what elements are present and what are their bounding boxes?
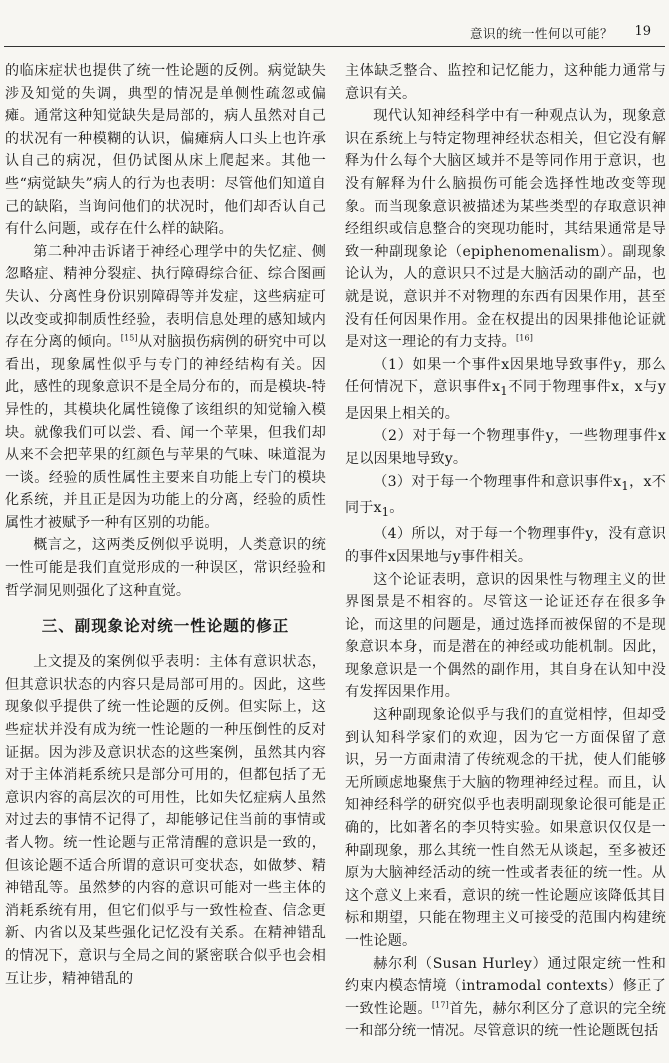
- paragraph: [5, 241, 326, 535]
- paragraph-text: 第二种冲击诉诸于神经心理学中的失忆症、侧忽略症、精神分裂症、执行障碍综合征、综合图画失认、分离性身份识别障碍等并发症，这些病症可以改变或抑制质性经验，表明信息处理的感知域内存在分离的倾向。: [5, 243, 326, 351]
- paragraph: [345, 105, 666, 354]
- paragraph: 主体缺乏整合、监控和记忆能力，这种能力通常与意识有关。: [345, 63, 666, 102]
- left-column: [5, 60, 326, 990]
- citation[interactable]: [17]: [431, 1000, 449, 1010]
- header-rule: [4, 46, 665, 47]
- subscript: 1: [381, 504, 390, 519]
- paragraph: 上文提及的案例似乎表明：主体有意识状态，但其意识状态的内容只是局部可用的。因此，这些现象似乎提供了统一性论题的反例。但实际上，这些症状并没有成为统一性论题的一种压倒性的反对证据。因为涉及意识状态的这些案例，虽然其内容对于主体消耗系统只是部分可用的，但都包括了无意识内容的高层次的可用性，比如失忆症病人虽然对过去的事情不记得了，却能够记住当前的事情或者人物。统一性论题与正常清醒的意识是一致的，但该论题不适合所谓的意识可变状态，如做梦、精神错乱等。虽然梦的内容的意识可能对一些主体的消耗系统有用，但它们似乎与一致性检查、信念更新、内省以及某些强化记忆没有关系。在精神错乱的情况下，意识与全局之间的紧密联合似乎也会相互让步，精神错乱的: [5, 654, 326, 987]
- argument-item: （2）对于每一个物理事件y，一些物理事件x足以因果地导致y。: [345, 428, 666, 467]
- paragraph: 概言之，这两类反例似乎说明，人类意识的统一性可能是我们直觉形成的一种误区，常识经验和哲学洞见则强化了这种直觉。: [5, 537, 326, 599]
- paragraph-text: 现代认知神经科学中有一种观点认为，现象意识在系统上与特定物理神经状态相关，但它没有解释为什么每个大脑区域并不是等同作用于意识，也没有解释为什么脑损伤可能会选择性地改变等现象。而当现象意识被描述为某些类型的存取意识神经组织或信息整合的突现功能时，其结果通常是导致一种副现象论（epiphenomenalism）。副现象论认为，人的意识只不过是大脑活动的副产品，也就是说，意识并不对物理的东西有因果作用，甚至没有任何因果作用。金在权提出的因果排他论证就是对这一理论的有力支持。: [345, 108, 666, 351]
- subscript: 1: [621, 478, 629, 493]
- section-heading: 三、副现象论对统一性论题的修正: [41, 617, 290, 636]
- right-column: [345, 60, 666, 1043]
- argument-item: （3）对于每一个物理事件和意识事件$x_1$，x不同于$x_1$。: [345, 473, 666, 519]
- citation[interactable]: [16]: [515, 333, 533, 343]
- paragraph: [345, 953, 666, 1043]
- citation[interactable]: [15]: [120, 333, 138, 343]
- paragraph-text: 首先，赫尔利区分了意识的完全统一和部分统一情况。尽管意识的统一性论题既包括: [345, 1000, 667, 1040]
- running-title: 意识的统一性何以可能？: [469, 26, 613, 41]
- subscript: 1: [500, 384, 508, 399]
- argument-item: （4）所以，对于每一个物理事件y，没有意识的事件x因果地与y事件相关。: [345, 526, 666, 565]
- page-number: 19: [634, 24, 651, 39]
- paragraph-text: 赫尔利（Susan Hurley）通过限定统一性和约束内模态情境（intramodal contexts）修正了一致性论题。: [345, 955, 666, 1017]
- paragraph-text: 从对脑损伤病例的研究中可以看出，现象属性似乎与专门的神经结构有关。因此，感性的现象意识不是全局分布的，而是模块-特异性的，其模块化属性镜像了该组织的知觉输入模块。就像我们可以尝、看、闻一个苹果，但我们却从来不会把苹果的红颜色与苹果的气味、味道混为一谈。经验的质性属性主要来自功能上专门的模块化系统，并且正是因为功能上的分离，经验的质性属性才被赋予一种有区别的功能。: [5, 334, 326, 531]
- running-header: [0, 24, 669, 42]
- paragraph: 这种副现象论似乎与我们的直觉相悖，但却受到认知科学家们的欢迎，因为它一方面保留了意识，另一方面肃清了传统观念的干扰，使人们能够无所顾虑地聚焦于大脑的物理神经过程。而且，认知神经科学的研究似乎也表明副现象论很可能是正确的，比如著名的李贝特实验。如果意识仅仅是一种副现象，那么其统一性自然无从谈起，至多被还原为大脑神经活动的统一性或者表征的统一性。从这个意义上来看，意识的统一性论题应该降低其目标和期望，只能在物理主义可接受的范围内构建统一性论题。: [345, 707, 666, 949]
- argument-item: （1）如果一个事件x因果地导致事件y，那么任何情况下，意识事件$x_1$不同于物理事件x，x与y是因果上相关的。: [345, 356, 666, 422]
- paragraph: 的临床症状也提供了统一性论题的反例。病觉缺失涉及知觉的失调，典型的情况是单侧性疏忽或偏瘫。通常这种知觉缺失是局部的，病人虽然对自己的状况有一种模糊的认识，偏瘫病人口头上也许承认自己的病况，但仍试图从床上爬起来。其他一些“病觉缺失”病人的行为也表明：尽管他们知道自己的缺陷，当询问他们的状况时，他们却否认自己有什么问题，或存在什么样的缺陷。: [5, 63, 326, 238]
- paragraph: 这个论证表明，意识的因果性与物理主义的世界图景是不相容的。尽管这一论证还存在很多争论，而这里的问题是，通过选择而被保留的不是现象意识本身，而是潜在的神经或功能机制。因此，现象意识是一个偶然的副作用，其自身在认知中没有发挥因果作用。: [345, 571, 666, 701]
